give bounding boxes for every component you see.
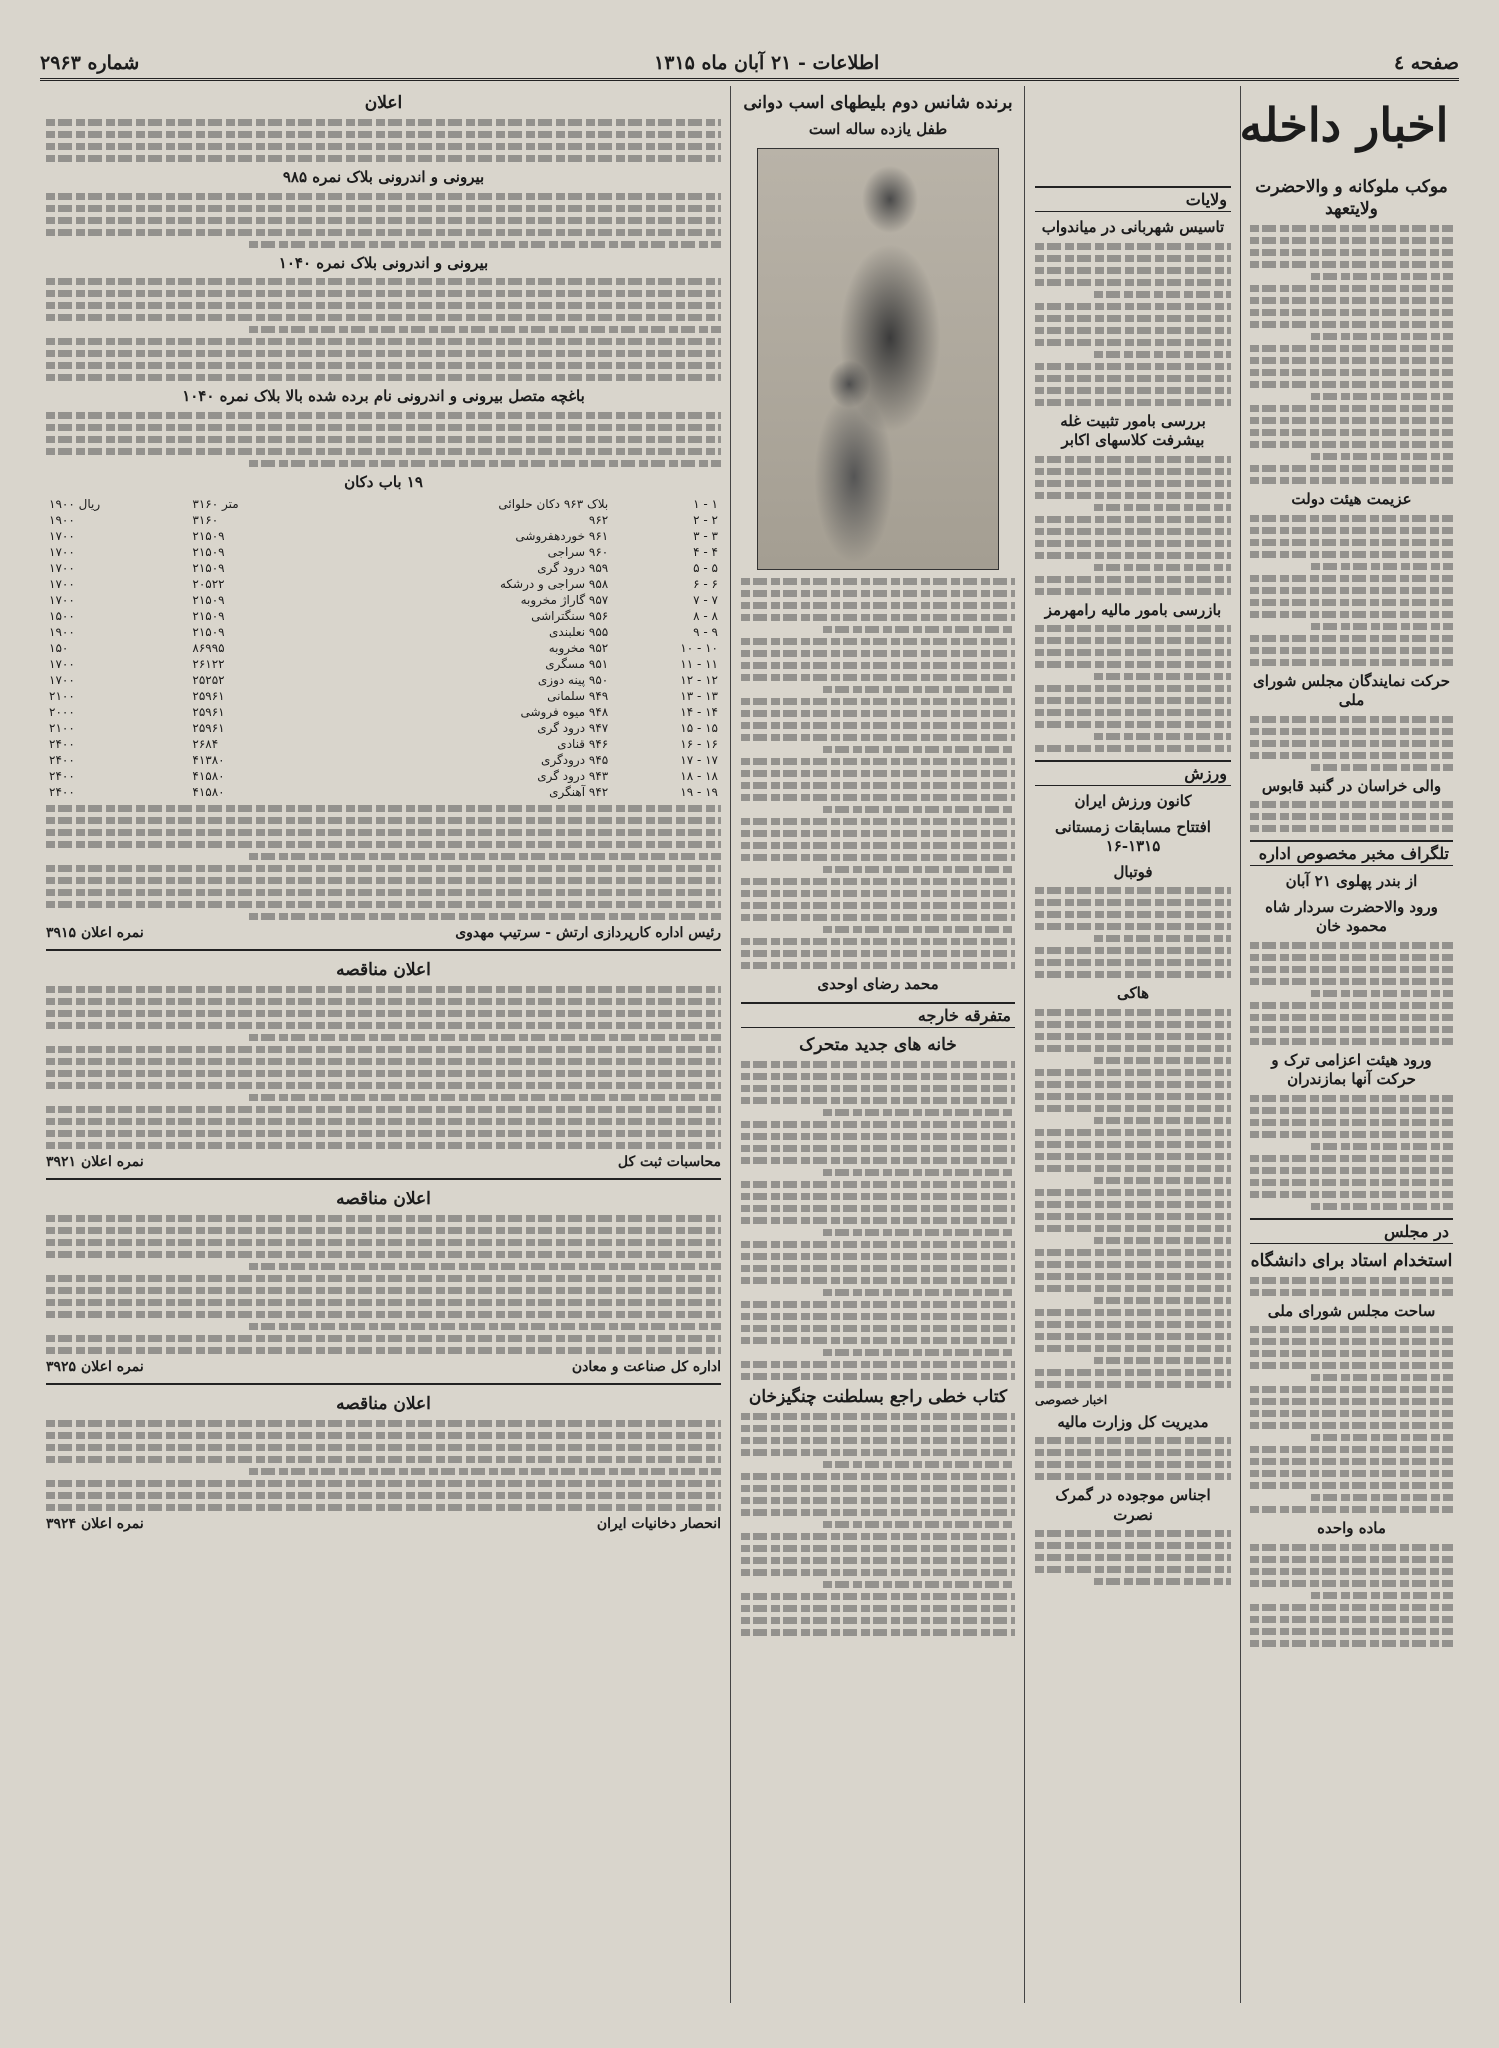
article-text [1035,456,1231,595]
ad-text [46,805,721,920]
ad-text [46,1215,721,1354]
table-row [46,656,721,672]
table-cell: ۴۱۵۸۰ [192,785,225,800]
headline: از بندر پهلوی ۲۱ آبان [1285,872,1418,891]
column-advertisements [40,86,727,1996]
table-row [46,672,721,688]
table-cell: ۱۳ - ۱۳ [680,689,718,704]
table-cell: ۲۱۵۰۹ [192,593,225,608]
table-row [46,688,721,704]
table-cell: ۹۴۶ قنادی [557,737,609,752]
table-cell: ۲۰۰۰ [49,705,75,720]
table-cell: ۲۱۵۰۹ [192,625,225,640]
table-cell: ۷ - ۷ [693,593,718,608]
article-text [1035,243,1231,406]
table-row [46,768,721,784]
table-cell: ۲۴۰۰ [49,753,75,768]
table-cell: ۱۷۰۰ [49,577,75,592]
section-header: ولایات [1035,186,1231,212]
ad-footer [46,1154,721,1170]
ad-footer [46,1516,721,1532]
headline: کانون ورزش ایران [1074,792,1192,810]
ad-title: اعلان [364,93,403,113]
ad-text [46,278,721,381]
byline: اخبار خصوصی [1035,1392,1108,1407]
column-rule [1024,86,1025,2003]
article-text [1035,1437,1231,1480]
headline: موکب ملوکانه و والاحضرت ولایتعهد [1255,177,1448,220]
table-cell: ۱۸ - ۱۸ [680,769,718,784]
article-text [1035,625,1231,752]
ad-signatory: رئیس اداره کارپردازی ارتش - سرتیپ مهدوی [455,925,721,942]
table-cell: ۲ - ۲ [693,513,718,528]
ad-number: نمره اعلان ۳۹۲۵ [46,1359,144,1376]
headline: برنده شانس دوم بلیطهای اسب دوانی [743,93,1013,113]
ad-signatory: محاسبات ثبت کل [617,1154,721,1171]
table-cell: ۴ - ۴ [693,545,718,560]
ad-text [46,986,721,1149]
table-cell: ۹۵۹ درود گری [537,561,609,576]
table-row [46,560,721,576]
article-text [1250,942,1453,1045]
headline: افتتاح مسابقات زمستانی ۱۳۱۵-۱۶ [1055,817,1211,855]
table-row [46,704,721,720]
table-cell: ۹۵۶ سنگتراشی [531,609,609,624]
table-cell: ۹۴۳ درود گری [537,769,609,784]
table-cell: ۲۱۵۰۹ [192,561,225,576]
headline: فوتبال [1113,862,1153,881]
table-cell: ۹۵۰ پینه دوزی [537,673,609,688]
table-cell: ۹۴۸ میوه فروشی [520,705,609,720]
ad-footer [46,925,721,941]
table-row [46,512,721,528]
article-text [741,578,1015,969]
table-title: بیرونی و اندرونی بلاک نمره ۹۸۵ [282,168,485,187]
table-cell: بلاک ۹۶۳ دکان حلوائی [498,497,609,512]
article-text [1250,1277,1453,1296]
masthead-title: اخبار داخله [1239,98,1449,152]
table-row [46,528,721,544]
article-text [741,1061,1015,1380]
table-cell: ۱۷۰۰ [49,657,75,672]
table-cell: ۶ - ۶ [693,577,718,592]
tender-notice [46,949,721,1170]
table-cell: ۹۴۵ درودگری [541,753,609,768]
table-cell: ۹۵۵ نعلبندی [549,625,609,640]
table-title: ۱۹ باب دکان [344,472,423,491]
table-cell: ۹۶۱ خوردهفروشی [515,529,609,544]
table-cell: ۹ - ۹ [693,625,718,640]
table-row [46,736,721,752]
table-cell: ۱۹۰۰ [49,625,75,640]
column-rule [1240,86,1241,2003]
headline: خانه های جدید متحرک [799,1035,957,1056]
table-title: بیرونی و اندرونی بلاک نمره ۱۰۴۰ [278,253,489,272]
table-cell: ۸۶۹۹۵ [192,641,225,656]
headline: عزیمت هیئت دولت [1291,490,1412,509]
table-title: باغچه متصل بیرونی و اندرونی نام برده شده بالا بلاک نمره ۱۰۴۰ [182,387,585,406]
headline: بررسی بامور تثبیت غله بیشرفت کلاسهای اکابر [1060,411,1206,449]
table-cell: ۲۴۰۰ [49,769,75,784]
article-text [1250,1095,1453,1210]
table-cell: ۲۱۰۰ [49,721,75,736]
shops-table [46,496,721,800]
ad-number: نمره اعلان ۳۹۲۴ [46,1516,144,1533]
table-cell: ۲۱۵۰۹ [192,529,225,544]
table-cell: ۹۶۰ سراجی [547,545,609,560]
table-row [46,720,721,736]
table-cell: ۱۹ - ۱۹ [680,785,718,800]
portrait-photo [757,148,999,570]
table-cell: ۱۲ - ۱۲ [680,673,718,688]
table-cell: ۱۵ - ۱۵ [680,721,718,736]
table-row [46,608,721,624]
date-line: اطلاعات - ۲۱ آبان ماه ۱۳۱۵ [654,52,880,74]
table-cell: ۱۹۰۰ [49,513,75,528]
table-cell: ۲۶۱۲۲ [192,657,225,672]
headline: اجناس موجوده در گمرک نصرت [1055,1486,1211,1524]
table-cell: ۵ - ۵ [693,561,718,576]
article-text [1035,1009,1231,1388]
table-cell: ۲۴۰۰ [49,785,75,800]
table-row [46,544,721,560]
headline: استخدام استاد برای دانشگاه [1250,1250,1453,1271]
section-header: متفرقه خارجه [741,1002,1015,1028]
ad-footer [46,1359,721,1375]
headline: تاسیس شهربانی در میاندواب [1041,218,1225,236]
tender-notice [46,1178,721,1375]
column-features [735,86,1021,1996]
article-text [1250,515,1453,666]
headline: بازرسی بامور مالیه رامهرمز [1044,600,1222,619]
ad-title: اعلان مناقصه [336,960,431,981]
table-cell: ۱۱ - ۱۱ [680,657,718,672]
ad-text [46,1420,721,1511]
table-row [46,640,721,656]
table-cell: ۲۶۸۴ [192,737,219,752]
table-cell: ۹۵۷ گاراژ مخروبه [520,593,609,608]
table-cell: ۲۵۲۵۲ [192,673,225,688]
headline: ساحت مجلس شورای ملی [1267,1301,1436,1320]
table-cell: ۴۱۵۸۰ [192,769,225,784]
ad-number: نمره اعلان ۳۹۲۱ [46,1154,144,1171]
table-row [46,784,721,800]
column-domestic-news [1244,170,1459,2000]
table-cell: ۱۷۰۰ [49,545,75,560]
signature: محمد رضای اوحدی [817,974,939,993]
table-cell: ۱۶ - ۱۶ [680,737,718,752]
article-text [1250,225,1453,484]
table-cell: ۳ - ۳ [693,529,718,544]
ad-number: نمره اعلان ۳۹۱۵ [46,925,144,942]
headline: هاکی [1116,984,1150,1002]
ad-title: اعلان مناقصه [336,1394,431,1415]
issue-number: شماره ۲۹۶۳ [40,52,140,74]
table-row [46,592,721,608]
page-header [40,48,1459,81]
table-row [46,752,721,768]
table-cell: ۸ - ۸ [693,609,718,624]
headline: کتاب خطی راجع بسلطنت چنگیزخان [748,1387,1008,1408]
table-cell: ۱۵۰ [49,641,69,656]
table-cell: ۲۱۵۰۹ [192,545,225,560]
table-cell: ۱۷ - ۱۷ [680,753,718,768]
table-cell: ۹۴۷ درود گری [537,721,609,736]
section-header: در مجلس [1250,1218,1453,1244]
table-cell: ۱۷۰۰ [49,593,75,608]
article-text [1250,716,1453,771]
headline: ورود هیئت اعزامی ترک و حرکت آنها بمازندران [1271,1050,1432,1089]
ad-text [46,193,721,248]
table-cell: ۲۵۹۶۱ [192,705,225,720]
article-text [1250,1544,1453,1647]
table-cell: ۹۵۲ مخروبه [548,641,609,656]
table-cell: ۲۵۹۶۱ [192,721,225,736]
table-cell: ۹۵۸ سراجی و درشکه [499,577,609,592]
ad-text [46,412,721,467]
table-cell: ۱۴ - ۱۴ [680,705,718,720]
article-text [741,1413,1015,1636]
table-cell: ۱۷۰۰ [49,673,75,688]
table-cell: ۹۵۱ مسگری [545,657,609,672]
table-cell: ۹۴۹ سلمانی [547,689,609,704]
article-text [1035,887,1231,978]
section-header: تلگراف مخبر مخصوص اداره [1250,840,1453,866]
table-cell: ۱۷۰۰ [49,561,75,576]
article-text [1250,801,1453,832]
table-cell: ۲۰۵۲۲ [192,577,225,592]
column-provinces [1029,86,1237,1996]
table-cell: ۱ - ۱ [693,497,718,512]
headline: ماده واحده [1317,1519,1386,1538]
table-row [46,576,721,592]
table-cell: ۹۶۲ [588,513,609,528]
article-text [1035,1530,1231,1585]
table-cell: ۲۵۹۶۱ [192,689,225,704]
table-cell: ۴۱۳۸۰ [192,753,225,768]
table-cell: ۱۰ - ۱۰ [680,641,718,656]
tender-notice [46,1383,721,1532]
table-row [46,624,721,640]
table-cell: ۲۱۵۰۹ [192,609,225,624]
table-cell: ۱۵۰۰ [49,609,75,624]
table-cell: ۱۷۰۰ [49,529,75,544]
table-cell: ۲۱۰۰ [49,689,75,704]
column-rule [730,86,731,2003]
ad-signatory: انحصار دخانیات ایران [596,1516,721,1533]
subheadline: طفل یازده ساله است [808,120,948,139]
table-cell: ۳۱۶۰ متر [192,497,239,512]
table-row [46,496,721,512]
page-number: صفحه ٤ [1393,52,1459,74]
table-cell: ۳۱۶۰ [192,513,219,528]
table-cell: ۲۴۰۰ [49,737,75,752]
headline: حرکت نمایندگان مجلس شورای ملی [1252,671,1451,710]
headline: مدیریت کل وزارت مالیه [1057,1412,1209,1431]
table-cell: ۱۹۰۰ ریال [49,497,101,512]
headline: والی خراسان در گنبد قابوس [1261,776,1442,795]
headline: ورود والاحضرت سردار شاه محمود خان [1265,897,1438,936]
ad-text [46,119,721,162]
ad-signatory: اداره کل صناعت و معادن [571,1359,721,1376]
article-text [1250,1326,1453,1513]
section-header: ورزش [1035,760,1231,786]
ad-title: اعلان مناقصه [336,1189,431,1210]
table-cell: ۹۴۲ آهنگری [549,785,609,800]
